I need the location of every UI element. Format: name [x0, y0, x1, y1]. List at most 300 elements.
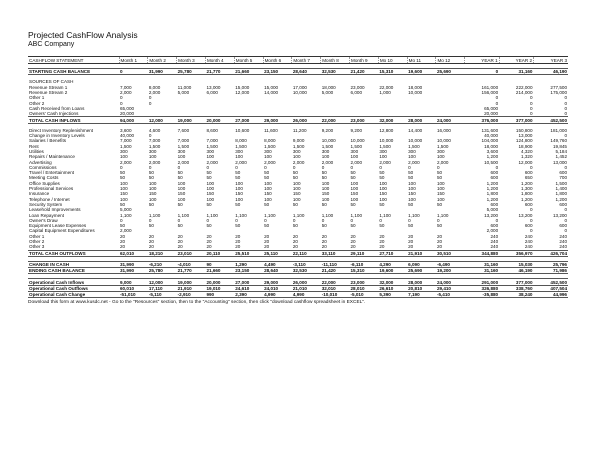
cell: 50: [292, 223, 298, 229]
cell: 50: [120, 170, 126, 176]
cell: 600: [490, 175, 499, 181]
cell: 0: [120, 100, 123, 106]
cell: 15,000: [235, 84, 250, 90]
cell: 0: [321, 164, 325, 170]
cell: 50: [350, 170, 356, 176]
cell: 0: [495, 217, 499, 223]
cell: 40,000: [484, 133, 499, 139]
cell: 8,600: [206, 127, 218, 133]
cell: Month 3: [177, 57, 206, 64]
cell: 100: [177, 154, 186, 160]
cell: 24,010: [263, 285, 292, 291]
cell: 13,200: [484, 212, 499, 218]
cell: 29,000: [263, 117, 292, 123]
cell: 1,100: [408, 212, 420, 218]
row-label: TOTAL CASH OUTFLOWS: [28, 250, 119, 256]
cell: 100: [321, 154, 330, 160]
cell: 7,000: [120, 84, 132, 90]
cell: 12,800: [379, 127, 394, 133]
cell: 100: [408, 196, 416, 202]
cell: 20: [264, 239, 270, 245]
cell: 21,660: [205, 268, 234, 274]
cell: 27,000: [234, 117, 263, 123]
cell: 7,000: [148, 138, 161, 144]
cell: 17,110: [148, 285, 177, 291]
cell: 50: [321, 175, 327, 181]
cell: 20: [235, 233, 241, 239]
cell: 1,100: [321, 212, 334, 218]
cell: 20,000: [205, 117, 234, 123]
row-label: Telephone / Internet: [29, 196, 70, 202]
cell: 161,000: [481, 84, 499, 90]
cell: 0: [235, 164, 238, 170]
cell: 20: [206, 239, 212, 245]
cell: 1,500: [206, 143, 218, 149]
cell: 71,986: [534, 268, 569, 274]
cell: 407,504: [534, 285, 569, 291]
cell: 104,000: [481, 138, 499, 144]
cell: 452,500: [534, 279, 569, 285]
cell: 600: [524, 201, 533, 207]
cell: 100: [436, 154, 445, 160]
cell: 700: [559, 175, 567, 181]
cell: 1,500: [120, 143, 132, 149]
cell: 22,110: [292, 250, 321, 256]
cell: YEAR 1: [465, 57, 499, 64]
cell: 25,690: [436, 69, 465, 75]
cell: 452,500: [534, 117, 569, 123]
row-label: Salaries / Benefits: [29, 138, 67, 144]
cell: 19,000: [177, 279, 206, 285]
cell: 13,000: [518, 133, 533, 139]
cell: 2,000: [120, 228, 132, 234]
cell: 20: [321, 233, 327, 239]
cell: 181,000: [550, 127, 567, 133]
row-label: Other 1: [29, 95, 45, 101]
cell: 50: [264, 175, 270, 181]
cell: 7,600: [177, 127, 190, 133]
cell: 4,290: [378, 261, 407, 267]
title-block: [28, 30, 568, 54]
cell: 2,000: [379, 159, 391, 165]
cell: 100: [292, 180, 301, 186]
cell: 600: [490, 170, 499, 176]
cell: 150: [264, 191, 272, 197]
cell: 300: [436, 149, 445, 154]
cell: 300: [292, 149, 301, 154]
cell: 100: [177, 186, 186, 192]
cell: 65,000: [484, 105, 499, 111]
cell: 19,845: [552, 143, 567, 149]
cell: 0: [408, 164, 411, 170]
cell: 50: [292, 201, 298, 207]
row-label: Equipment Lease Expenses: [29, 223, 87, 229]
row-label: CASHFLOW STATEMENT: [28, 57, 119, 64]
cell: 1,200: [486, 180, 499, 186]
cell: 0: [292, 164, 296, 170]
cell: 1,100: [235, 212, 247, 218]
cell: 25,690: [407, 268, 436, 274]
cell: 24,000: [436, 117, 465, 123]
cell: 150: [120, 191, 128, 197]
cell: 344,880: [465, 250, 499, 256]
cell: 50: [206, 201, 212, 207]
cell: 50: [292, 170, 298, 176]
cell: 600: [524, 170, 533, 176]
cell: 20: [148, 244, 154, 250]
cell: Month 7: [292, 57, 321, 64]
cell: 2,000: [177, 159, 190, 165]
cell: Month 6: [263, 57, 292, 64]
cell: 1,320: [521, 154, 533, 160]
cell: 100: [235, 154, 243, 160]
cell: 4,990: [292, 291, 321, 297]
cell: 1,200: [555, 196, 567, 202]
cell: 5,184: [555, 149, 567, 154]
cell: 300: [379, 149, 387, 154]
cell: 5,000: [486, 207, 499, 213]
cell: 0: [120, 95, 123, 101]
cell: 50: [436, 175, 443, 181]
cell: 50: [148, 170, 154, 176]
cell: 150: [177, 191, 186, 197]
cell: 26,000: [292, 117, 321, 123]
cell: 100: [321, 180, 330, 186]
cell: 20: [292, 244, 298, 250]
cell: 50: [148, 223, 154, 229]
cell: 21,420: [350, 69, 379, 75]
cell: 0: [436, 164, 440, 170]
cell: 214,000: [515, 90, 533, 96]
cell: 50: [120, 175, 126, 181]
cell: 60,010: [119, 285, 148, 291]
cell: -6,210: [148, 261, 177, 267]
cell: 2,000: [292, 159, 305, 165]
cell: 10,000: [408, 138, 423, 144]
cell: 0: [119, 69, 148, 75]
cell: 20: [292, 239, 298, 245]
cell: 28,640: [292, 69, 321, 75]
cell: 100: [436, 186, 445, 192]
cell: 100: [292, 186, 301, 192]
cell: 50: [436, 223, 443, 229]
cell: 22,000: [379, 84, 394, 90]
cell: 8,000: [148, 84, 161, 90]
cell: 50: [379, 170, 385, 176]
cell: 1,500: [321, 143, 334, 149]
cell: 356,970: [499, 250, 533, 256]
cell: 21,660: [234, 69, 263, 75]
cell: YEAR 3: [534, 57, 569, 64]
cell: 12,000: [518, 159, 533, 165]
cell: 100: [350, 186, 359, 192]
cell: 11,000: [177, 84, 192, 90]
cell: 50: [350, 223, 356, 229]
cell: 10,500: [484, 159, 499, 165]
cell: 20: [379, 233, 385, 239]
cell: 31,160: [499, 69, 533, 75]
row-label: Advertising: [29, 159, 52, 165]
cell: 21,910: [407, 250, 436, 256]
cell: 20: [264, 244, 270, 250]
cell: 240: [490, 244, 499, 250]
row-label: Repairs / Maintenance: [29, 154, 75, 160]
row-label: Owners' Cash Injections: [29, 111, 79, 117]
cell: 1,400: [555, 186, 567, 192]
cell: 32,530: [321, 69, 350, 75]
cell: 1,290: [234, 261, 263, 267]
cell: 10,000: [379, 138, 394, 144]
cell: YEAR 2: [499, 57, 533, 64]
cell: 14,000: [264, 90, 279, 96]
cell: Mo 12: [436, 57, 465, 64]
cell: 376,000: [465, 117, 499, 123]
cell: 0: [436, 217, 440, 223]
cell: 100: [379, 186, 387, 192]
cell: 100: [177, 180, 186, 186]
cell: 50: [206, 223, 212, 229]
cell: 17,000: [292, 84, 307, 90]
cell: 50: [436, 201, 443, 207]
cell: 0: [564, 164, 567, 170]
cell: 1,800: [555, 191, 567, 197]
cell: 300: [264, 149, 272, 154]
cell: 50: [120, 201, 126, 207]
cell: 11,600: [264, 127, 278, 133]
cell: 0: [235, 217, 238, 223]
cell: 19,010: [205, 285, 234, 291]
cell: 156,000: [481, 90, 499, 96]
cell: 13,200: [552, 212, 567, 218]
cell: 18,000: [408, 84, 423, 90]
row-label: Revenue Stream 2: [29, 90, 68, 96]
cell: 0: [564, 217, 567, 223]
cell: 277,500: [550, 84, 567, 90]
cell: 1,800: [521, 191, 533, 197]
cell: 291,000: [465, 279, 499, 285]
cell: 300: [177, 149, 186, 154]
row-label: Other 3: [29, 244, 45, 250]
row-label: Other 1: [29, 233, 45, 239]
cell: 21,770: [205, 69, 234, 75]
cell: 23,000: [350, 84, 365, 90]
cell: 100: [408, 180, 416, 186]
row-label: Insurance: [29, 191, 50, 197]
cell: 1,100: [264, 212, 276, 218]
cell: 27,710: [378, 250, 407, 256]
cell: 2,000: [120, 159, 132, 165]
cell: 7,000: [120, 138, 132, 144]
row-label: Operational Cash Change: [28, 291, 119, 297]
cell: 2,000: [408, 159, 420, 165]
cell: 10,000: [436, 138, 451, 144]
cell: 50: [264, 201, 270, 207]
cell: 0: [177, 164, 181, 170]
cell: 100: [292, 154, 301, 160]
row-label: Other 2: [29, 239, 45, 245]
cell: 1,000: [379, 90, 391, 96]
cell: 300: [350, 149, 359, 154]
cell: 50: [148, 201, 154, 207]
row-label: Commissions: [29, 164, 57, 170]
cell: 20: [379, 244, 385, 250]
cell: 38,240: [499, 291, 533, 297]
cell: 0: [495, 95, 499, 101]
cell: 28,010: [350, 285, 379, 291]
cell: 20: [235, 244, 241, 250]
cell: 0: [564, 100, 567, 106]
cell: 100: [292, 196, 301, 202]
cell: 131,600: [481, 127, 499, 133]
cell: 0: [564, 95, 567, 101]
cell: 20: [264, 233, 270, 239]
cell: 50: [321, 201, 327, 207]
cell: -2,910: [177, 291, 206, 297]
cell: 62,010: [119, 250, 148, 256]
cell: 25,780: [177, 69, 206, 75]
cell: 240: [559, 239, 567, 245]
row-label: TOTAL CASH INFLOWS: [28, 117, 119, 123]
cell: 20: [235, 239, 241, 245]
row-label: ENDING CASH BALANCE: [28, 268, 119, 274]
cell: 19,200: [436, 268, 465, 274]
row-label: Security System: [29, 201, 63, 207]
cell: 50: [206, 170, 212, 176]
cashflow-table: [28, 56, 568, 298]
cell: 0: [529, 228, 533, 234]
cell: 100: [436, 196, 445, 202]
cell: 150: [148, 191, 157, 197]
cell: 9,000: [119, 279, 148, 285]
cell: 1,500: [177, 143, 190, 149]
cell: 24,000: [436, 279, 465, 285]
cell: 50: [206, 175, 212, 181]
cell: 150: [350, 191, 359, 197]
cell: 0: [529, 111, 533, 117]
cell: 0: [564, 207, 567, 213]
cell: 50: [379, 175, 385, 181]
cell: 124,800: [515, 138, 533, 144]
cell: -4,010: [177, 261, 206, 267]
cell: 21,420: [321, 268, 350, 274]
cell: 15,030: [499, 261, 533, 267]
cell: 50: [177, 201, 183, 207]
cell: 14,400: [408, 127, 423, 133]
cell: 0: [529, 164, 533, 170]
cell: 0: [120, 164, 123, 170]
cell: 100: [177, 196, 186, 202]
cell: Month 8: [321, 57, 350, 64]
cell: 0: [350, 217, 354, 223]
cell: 2,390: [234, 291, 263, 297]
cell: 150: [292, 191, 301, 197]
cell: 50: [436, 170, 443, 176]
cell: 2,000: [235, 159, 247, 165]
row-label: Travel / Entertainment: [29, 170, 75, 176]
cell: 50: [408, 175, 414, 181]
cell: 650: [524, 175, 533, 181]
cell: 27,000: [234, 279, 263, 285]
cell: 5,000: [177, 90, 190, 96]
cell: 100: [408, 154, 416, 160]
cell: 300: [321, 149, 330, 154]
cell: 23,010: [177, 250, 206, 256]
row-label: Operational Cash Outflows: [28, 285, 119, 291]
row-label: Capital Equipment Expenditures: [29, 228, 95, 234]
cell: 240: [490, 233, 499, 239]
cell: 19,600: [407, 69, 436, 75]
cell: 150: [235, 191, 243, 197]
cell: 30,510: [436, 250, 465, 256]
cell: 15,310: [378, 69, 407, 75]
cell: 23,000: [350, 279, 379, 285]
cell: 100: [321, 196, 330, 202]
cell: 377,000: [499, 117, 533, 123]
row-label: Direct Inventory Replenishment: [29, 127, 94, 133]
cell: 175,000: [550, 90, 567, 96]
cell: 426,704: [534, 250, 569, 256]
cell: 600: [559, 201, 567, 207]
cell: 20: [436, 244, 443, 250]
cell: 50: [379, 201, 385, 207]
row-label: Change in Inventory Levels: [29, 133, 85, 139]
cell: 4,320: [521, 149, 533, 154]
cell: 20: [120, 239, 126, 245]
cell: 50: [235, 170, 241, 176]
cell: 600: [524, 223, 533, 229]
cell: 300: [206, 149, 215, 154]
cell: 21,770: [177, 268, 206, 274]
cell: 20: [436, 233, 443, 239]
cell: 13,000: [206, 84, 221, 90]
cell: 600: [490, 201, 499, 207]
cell: 1,500: [379, 143, 391, 149]
cell: 24,610: [234, 285, 263, 291]
cell: 1,100: [206, 212, 218, 218]
cell: 3,600: [486, 149, 499, 154]
cell: 1,100: [436, 212, 449, 218]
cell: 20: [408, 233, 414, 239]
cell: 4,990: [263, 291, 292, 297]
cell: 50: [177, 175, 183, 181]
cell: 2,000: [148, 90, 161, 96]
cell: 100: [120, 180, 128, 186]
cell: Month 1: [119, 57, 148, 64]
cell: -11,110: [321, 261, 350, 267]
cell: 0: [529, 207, 533, 213]
sheet-title: Projected CashFlow Analysis: [28, 30, 138, 40]
summary-row: [28, 291, 568, 297]
cell: 20: [177, 239, 183, 245]
cell: 32,000: [378, 117, 407, 123]
cell: 28,000: [407, 279, 436, 285]
cell: 12,000: [235, 90, 250, 96]
company-name: ABC Company: [28, 41, 75, 48]
cell: 50: [148, 175, 154, 181]
cell: 50: [350, 201, 356, 207]
cell: 13,200: [518, 212, 533, 218]
cell: 1,500: [292, 143, 305, 149]
cell: 5,000: [120, 207, 132, 213]
cell: 10,000: [292, 90, 307, 96]
cell: 0: [529, 100, 533, 106]
cell: 50: [321, 170, 327, 176]
cell: 1,200: [486, 186, 499, 192]
cell: 0: [564, 228, 567, 234]
cell: 100: [206, 186, 215, 192]
cell: 25,780: [148, 268, 177, 274]
cell: 94,000: [119, 117, 148, 123]
